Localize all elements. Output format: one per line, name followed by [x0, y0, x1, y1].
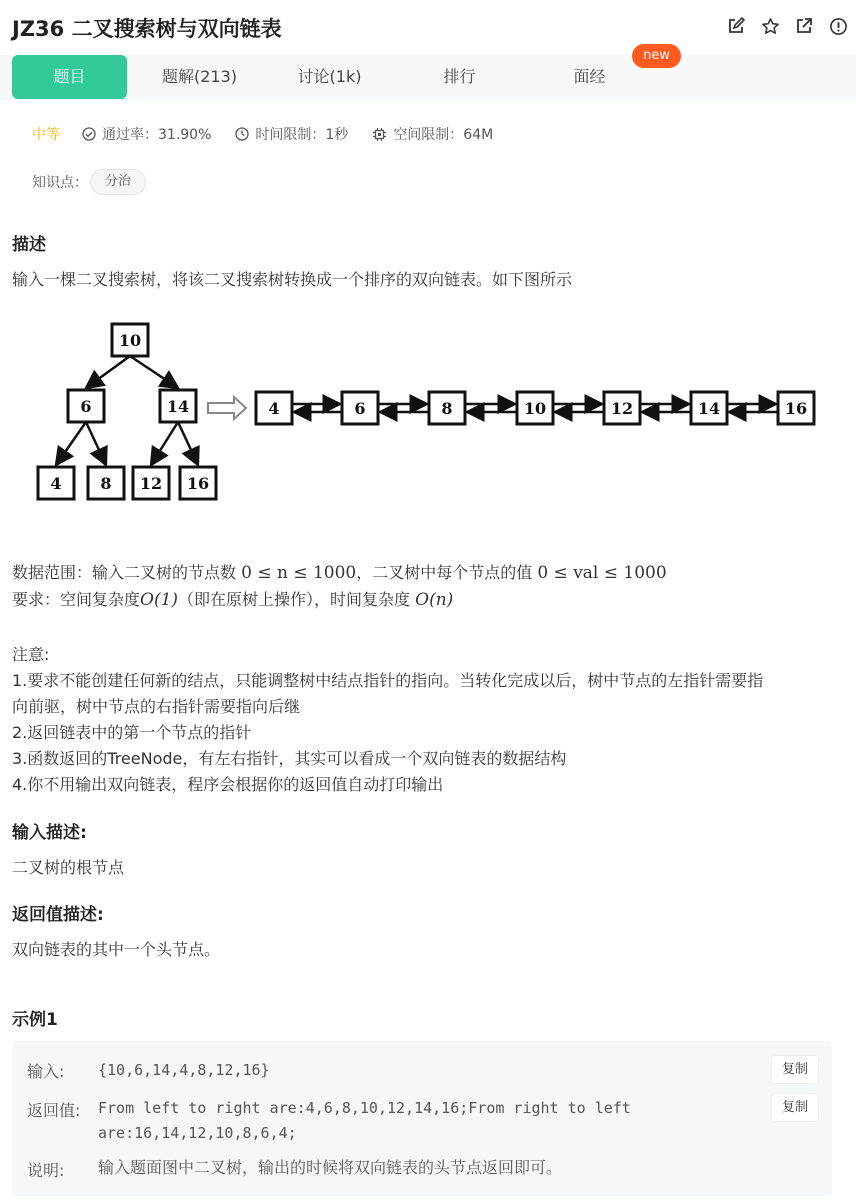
- example-box: [12, 1041, 832, 1196]
- note-4: 4.你不用输出双向链表，程序会根据你的返回值自动打印输出: [12, 775, 444, 794]
- list-node-1-label: 6: [354, 399, 366, 418]
- tree-node-1-label: 6: [80, 397, 92, 416]
- space-limit: 空间限制：64M: [393, 127, 494, 143]
- tag-divide-conquer[interactable]: 分治: [90, 169, 146, 195]
- copy-return-button[interactable]: 复制: [772, 1094, 818, 1121]
- tree-node-4-label: 8: [100, 474, 112, 493]
- explain-value: 输入题面图中二叉树，输出的时候将双向链表的头节点返回即可。: [98, 1158, 563, 1177]
- input-value: {10,6,14,4,8,12,16}: [98, 1061, 270, 1079]
- tab-problem[interactable]: 题目: [12, 55, 127, 99]
- tab-bar: [0, 55, 856, 100]
- input-desc-text: 二叉树的根节点: [12, 858, 125, 877]
- tree-node-2-label: 14: [166, 397, 190, 416]
- explain-label: 说明:: [27, 1161, 65, 1180]
- return-value-line1: From left to right are:4,6,8,10,12,14,16;From right to left: [98, 1099, 631, 1117]
- chip-icon: [372, 127, 387, 142]
- pass-rate: 通过率：31.90%: [102, 127, 212, 143]
- output-desc-heading: 返回值描述:: [12, 905, 104, 925]
- description-heading: 描述: [12, 235, 46, 255]
- return-label: 返回值:: [27, 1101, 81, 1120]
- tree-edge-3: [86, 422, 106, 465]
- tree-node-3-label: 4: [50, 474, 62, 493]
- edit-icon[interactable]: [726, 16, 746, 36]
- external-link-icon[interactable]: [794, 16, 814, 36]
- list-node-2-label: 8: [441, 399, 453, 418]
- data-range: 数据范围：输入二叉树的节点数 0 ≤ n ≤ 1000，二叉树中每个节点的值 0 ≤ val ≤ 1000: [12, 563, 667, 583]
- transform-arrow: [208, 397, 246, 419]
- tree-edge-4: [151, 422, 178, 465]
- tree-node-6-label: 16: [186, 474, 210, 493]
- bst-to-list-figure: [30, 318, 830, 508]
- example-heading: 示例1: [12, 1010, 58, 1030]
- tree-edge-5: [178, 422, 198, 465]
- tab-interview[interactable]: 面经: [573, 67, 606, 86]
- knowledge-points: [32, 169, 146, 195]
- tab-discussion[interactable]: 讨论(1k): [297, 67, 362, 86]
- description-intro: 输入一棵二叉搜索树，将该二叉搜索树转换成一个排序的双向链表。如下图所示: [12, 270, 573, 289]
- tree-edge-2: [56, 422, 86, 465]
- note-2: 2.返回链表中的第一个节点的指针: [12, 723, 252, 742]
- list-node-5-label: 14: [697, 399, 721, 418]
- clock-icon: [235, 127, 249, 141]
- tree-edge-0: [86, 356, 130, 388]
- difficulty-label: 中等: [32, 127, 60, 143]
- copy-input-button[interactable]: 复制: [772, 1056, 818, 1083]
- notes-title: 注意:: [12, 645, 50, 664]
- knowledge-label: 知识点：: [32, 175, 88, 191]
- note-3: 3.函数返回的TreeNode，有左右指针，其实可以看成一个双向链表的数据结构: [12, 749, 567, 768]
- problem-title: JZ36 二叉搜索树与双向链表: [12, 17, 282, 41]
- time-limit: 时间限制：1秒: [255, 127, 349, 143]
- return-value-line2: are:16,14,12,10,8,6,4;: [98, 1124, 297, 1142]
- tab-solutions[interactable]: 题解(213): [161, 67, 238, 86]
- check-circle-icon: [82, 127, 96, 141]
- list-node-4-label: 12: [610, 399, 634, 418]
- output-desc-text: 双向链表的其中一个头节点。: [12, 940, 221, 959]
- problem-header: [0, 0, 856, 52]
- note-1a: 1.要求不能创建任何新的结点，只能调整树中结点指针的指向。当转化完成以后，树中节点的左指针需要指: [12, 671, 764, 690]
- input-label: 输入:: [27, 1062, 65, 1081]
- list-node-3-label: 10: [523, 399, 547, 418]
- note-1b: 向前驱，树中节点的右指针需要指向后继: [12, 697, 301, 716]
- tree-node-5-label: 12: [139, 474, 163, 493]
- tree-node-0-label: 10: [118, 331, 142, 350]
- tree-edge-1: [130, 356, 178, 388]
- problem-meta: [32, 124, 517, 144]
- new-badge: new: [632, 44, 681, 68]
- input-desc-heading: 输入描述:: [12, 823, 87, 843]
- requirement: 要求：空间复杂度O(1)（即在原树上操作），时间复杂度 O(n): [12, 590, 454, 610]
- info-icon[interactable]: [828, 16, 848, 36]
- list-node-0-label: 4: [268, 399, 280, 418]
- list-node-6-label: 16: [784, 399, 808, 418]
- star-icon[interactable]: [760, 16, 780, 36]
- tab-ranking[interactable]: 排行: [443, 67, 476, 86]
